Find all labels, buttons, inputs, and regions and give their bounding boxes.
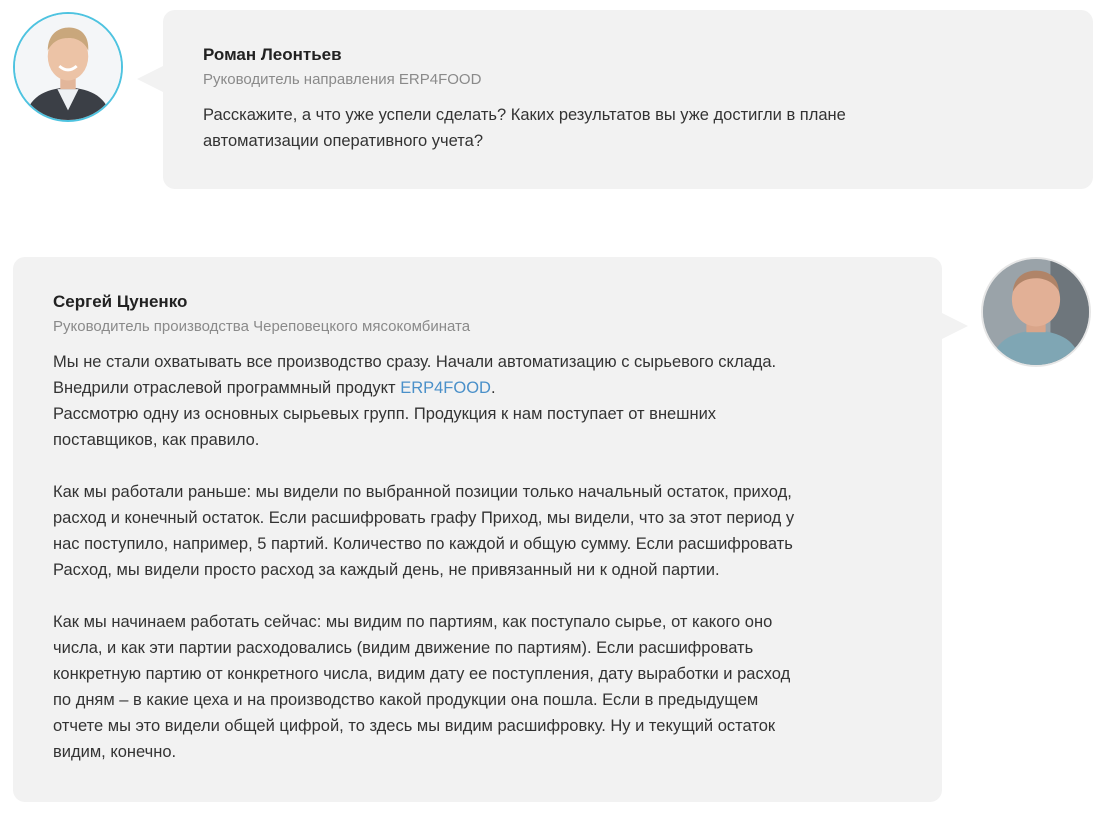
speech-tail <box>942 313 968 339</box>
message-line: отчете мы это видели общей цифрой, то здесь мы видим расшифровку. Ну и текущий остаток <box>53 717 776 735</box>
text-fragment: Внедрили отраслевой программный продукт <box>53 379 401 397</box>
message-line: автоматизации оперативного учета? <box>203 132 483 150</box>
avatar-sergey <box>981 257 1091 367</box>
message-line: конкретную партию от конкретного числа, видим дату ее поступления, дату выработки и расход <box>53 665 791 683</box>
message-line: Мы не стали охватывать все производство сразу. Начали автоматизацию с сырьевого склада. <box>53 353 777 371</box>
author-name: Сергей Цуненко <box>53 292 188 311</box>
message-text <box>53 349 902 765</box>
avatar-roman <box>13 12 123 122</box>
erp4food-link[interactable]: ERP4FOOD <box>400 379 491 397</box>
author-role: Руководитель производства Череповецкого мясокомбината <box>53 318 471 335</box>
message-bubble-roman <box>163 10 1093 189</box>
message-bubble-sergey <box>13 257 942 802</box>
message-line: Как мы начинаем работать сейчас: мы видим по партиям, как поступало сырье, от какого оно <box>53 613 773 631</box>
message-line: числа, и как эти партии расходовались (видим движение по партиям). Если расшифровать <box>53 639 754 657</box>
person-photo-icon <box>15 14 121 120</box>
text-fragment: . <box>490 379 496 397</box>
message-text <box>203 102 1053 154</box>
message-line: поставщиков, как правило. <box>53 431 260 449</box>
message-line: Расскажите, а что уже успели сделать? Каких результатов вы уже достигли в плане <box>203 106 846 124</box>
message-line: расход и конечный остаток. Если расшифровать графу Приход, мы видели, что за этот период у <box>53 509 795 527</box>
message-line: Как мы работали раньше: мы видели по выбранной позиции только начальный остаток, приход, <box>53 483 792 501</box>
person-photo-icon <box>983 259 1089 365</box>
message-line: по дням – в какие цеха и на производство какой продукции она пошла. Если в предыдущем <box>53 691 759 709</box>
message-line <box>53 375 902 401</box>
author-role: Руководитель направления ERP4FOOD <box>203 71 482 88</box>
speech-tail <box>137 66 163 92</box>
message-line: нас поступило, например, 5 партий. Количество по каждой и общую сумму. Если расшифровать <box>53 535 793 553</box>
message-line: Рассмотрю одну из основных сырьевых групп. Продукция к нам поступает от внешних <box>53 405 717 423</box>
message-line: Расход, мы видели просто расход за каждый день, не привязанный ни к одной партии. <box>53 561 720 579</box>
message-line: видим, конечно. <box>53 743 177 761</box>
author-name: Роман Леонтьев <box>203 45 342 64</box>
